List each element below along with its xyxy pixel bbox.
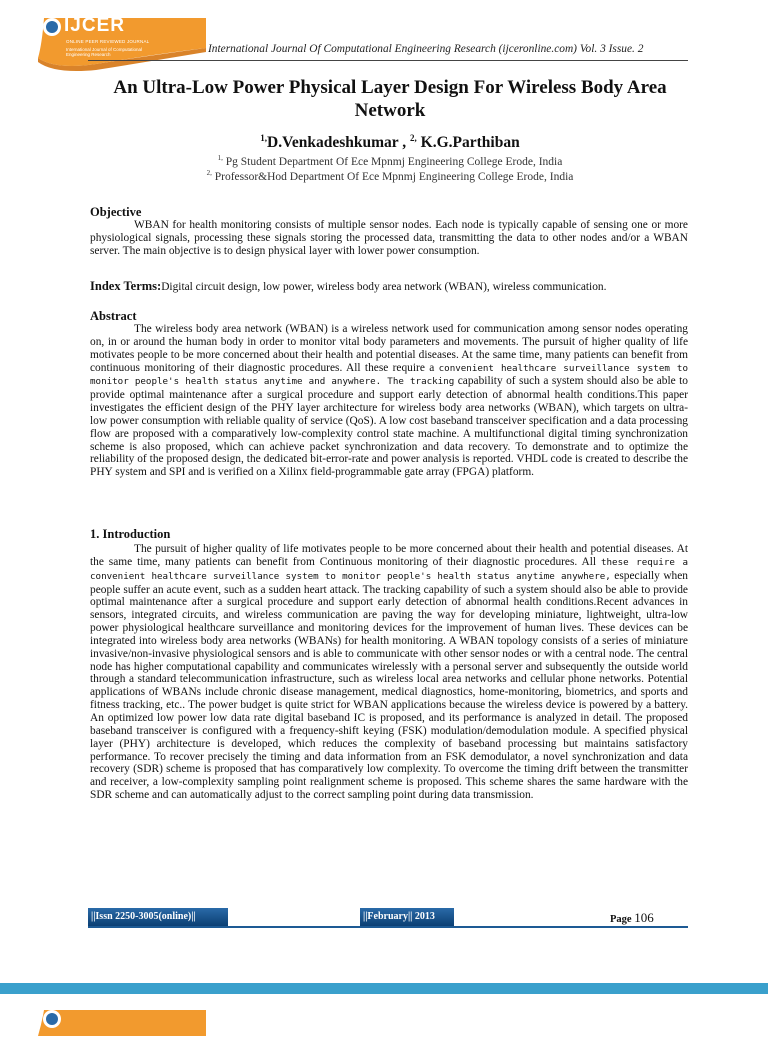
affiliation-2-text: Professor&Hod Department Of Ece Mpnmj Engineering College Erode, India	[214, 170, 574, 183]
abstract-text-a: The wireless body area network (WBAN) is a wireless network used for communication among sensor nodes operating on, in or around the human body in order to monitor vital body parameters and movements. The pursuit of higher quality of life motivates people to be more concerned about their health and potential diseases. At the same time, many patients can benefit from continuous monitoring of their diagnostic procedures. All these require a	[90, 323, 688, 374]
affiliation-1	[90, 154, 690, 168]
title-line-1: An Ultra-Low Power Physical Layer Design For Wireless Body Area	[113, 77, 667, 98]
page-separator-band	[0, 983, 768, 994]
footer-bar	[88, 908, 688, 928]
introduction-paragraph	[90, 543, 688, 802]
author-1-sup: 1,	[260, 133, 268, 143]
objective-heading: Objective	[90, 205, 142, 219]
logo-wordmark: IJCER	[64, 15, 125, 36]
index-terms-text: Digital circuit design, low power, wireless body area network (WBAN), wireless communication.	[161, 281, 607, 293]
paper-title	[90, 76, 690, 122]
introduction-heading: 1. Introduction	[90, 527, 171, 541]
introduction-text-a: The pursuit of higher quality of life motivates people to be more concerned about their health and potential diseases. At the same time, many patients can benefit from Continuous monitoring of their diagnostic procedures. All	[90, 543, 688, 568]
affiliation-1-sup: 1,	[217, 154, 223, 162]
next-page-logo-graphic	[36, 1006, 211, 1036]
affiliation-2	[90, 169, 690, 183]
page-label	[610, 910, 654, 926]
author-1: D.Venkadeshkumar ,	[267, 134, 407, 152]
ijcer-logo	[36, 14, 211, 72]
index-terms	[90, 279, 690, 294]
footer-date: ||February|| 2013	[360, 908, 454, 926]
page-number: 106	[634, 910, 654, 925]
header-rule	[88, 60, 688, 61]
objective-text: WBAN for health monitoring consists of multiple sensor nodes. Each node is typically capable of sensing one or more physiological signals, processing these signals storing the processed data, transmitting the data to other nodes and/or a WBAN server. The main objective is to design physical layer with lower power consumption.	[90, 219, 688, 257]
footer-rule	[88, 926, 688, 928]
abstract-heading: Abstract	[90, 309, 137, 323]
title-line-2: Network	[354, 100, 426, 121]
abstract-text-b: capability of such a system should also be able to provide optimal maintenance after a surgical procedure and support early detection of abnormal health conditions.This paper investigates the efficient design of the PHY layer architecture for wireless body area networks (WBAN), which targets on ultra-low power consumption with reliable quality of service (QoS). A low cost baseband transceiver specification and a data processing flow are proposed with a comparatively low-complexity control state machine. A multifunctional digital timing synchronization scheme is also proposed, which can achieve packet synchronization and data recovery. To demonstrate and to optimize the reliability of the proposed design, the dedicated bit-error-rate and power analysis is reported. VHDL code is created to describe the PHY system and SPI and is verified on a Xilinx field-programmable gate array (FPGA) platform.	[90, 375, 688, 479]
author-list	[90, 133, 690, 152]
affiliation-1-text: Pg Student Department Of Ece Mpnmj Engineering College Erode, India	[225, 155, 563, 168]
abstract-mono-text: convenient healthcare surveillance system to monitor people's health status anytime and anywhere. The tracking	[90, 362, 688, 388]
introduction-mono-text: these require a convenient healthcare surveillance system to monitor people's health status anytime anywhere,	[90, 556, 688, 582]
index-terms-label: Index Terms:	[90, 279, 162, 293]
author-2: K.G.Parthiban	[420, 134, 520, 152]
affiliation-2-sup: 2,	[206, 169, 212, 177]
journal-header: International Journal Of Computational Engineering Research (ijceronline.com) Vol. 3 Issue. 2	[208, 43, 644, 55]
page-word: Page	[610, 914, 632, 925]
author-2-sup: 2,	[410, 133, 417, 143]
introduction-text-b: especially when people suffer an acute event, such as a sudden heart attack. The tracking capability of such a system should also be able to provide optimal maintenance after a surgical procedure and support early detection of abnormal health conditions.Recent advances in sensors, integrated circuits, and wireless communication are paving the way for developing miniature, lightweight, ultra-low power physiological healthcare surveillance and monitoring devices for the improvement of human lives. These devices can be integrated into wireless body area networks (WBANs) for health monitoring. A WBAN topology consists of a series of miniature invasive/non-invasive physiological sensors and is able to communicate with other sensor nodes or with a central node. The central node has higher computational capability and communicates wirelessly with a personal server and subsequently the outside world through a standard telecommunication infrastructure, such as wireless local area networks and cellular phone networks. Potential applications of WBANs include chronic disease management, medical diagnostics, home-monitoring, biometrics, and sports and fitness tracking, etc.. The power budget is quite strict for WBAN applications because the wireless device is powered by a battery. An optimized low power low data rate digital baseband IC is proposed, and its performance is analyzed in detail. The proposed baseband transceiver is configured with a frequency-shift keying (FSK) modulation/demodulation module. A specified physical layer (PHY) architecture is developed, which reduces the complexity of baseband processing but maintains satisfactory performance. To recover precisely the timing and data information from an FSK demodulator, a novel synchronization and data recovery (SDR) scheme is proposed that has comparatively low complexity. To overcome the timing drift between the transmitter and receiver, a low-complexity sampling point realignment scheme is proposed. This scheme shares the same hardware with the SDR scheme and can automatically adjust to the correct sampling point during data transmission.	[90, 569, 688, 802]
abstract-paragraph	[90, 323, 688, 479]
logo-tagline-1: ONLINE PEER REVIEWED JOURNAL	[66, 39, 150, 44]
next-page-logo	[36, 1006, 211, 1036]
footer-issn: ||Issn 2250-3005(online)||	[88, 908, 228, 926]
logo-tagline-2: International Journal of Computational Engineering Research	[66, 47, 143, 57]
objective-paragraph	[90, 219, 688, 258]
